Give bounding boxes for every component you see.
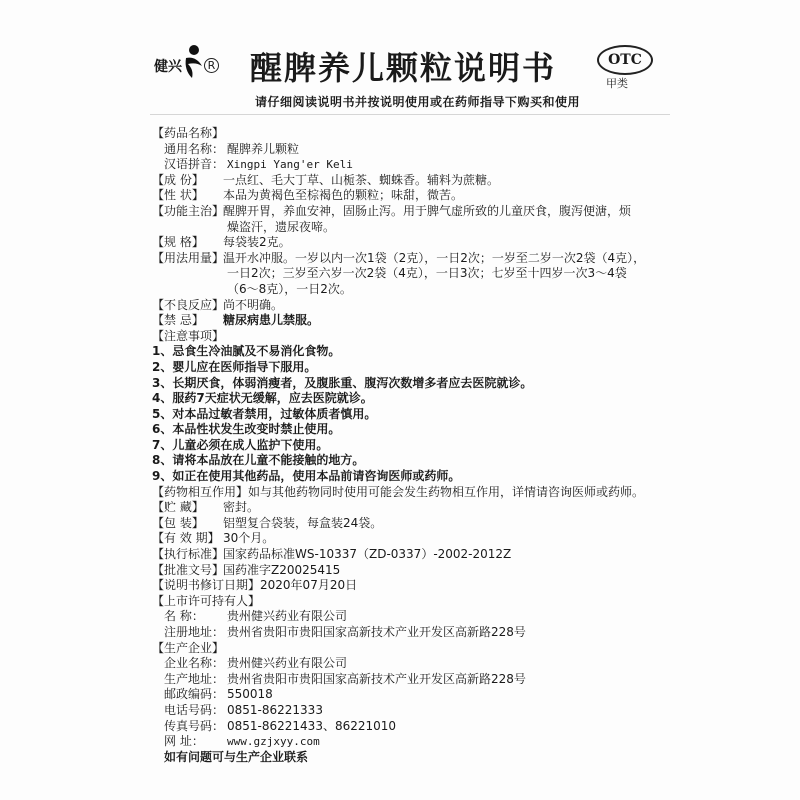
contact-note: 如有问题可与生产企业联系 [164, 749, 309, 764]
website-row: 网 址： www.gzjxyy.com [164, 734, 320, 749]
leaflet-body [152, 126, 672, 765]
notes-heading: 【注意事项】 [152, 328, 225, 343]
maker-addr-row: 生产地址： 贵州省贵阳市贵阳国家高新技术产业开发区高新路228号 [164, 671, 526, 686]
usage-row-cont-1: 一日2次；三岁至六岁一次2袋（4克），一日3次；七岁至十四岁一次3～4袋 [227, 266, 627, 281]
note-item: 4、服药7天症状无缓解，应去医院就诊。 [152, 391, 373, 406]
holder-name-row: 名 称： 贵州健兴药业有限公司 [164, 609, 348, 624]
phone-row: 电话号码： 0851-86221333 [164, 702, 323, 717]
note-item: 3、长期厌食，体弱消瘦者，及腹胀重、腹泻次数增多者应去医院就诊。 [152, 375, 533, 390]
leaflet-header [0, 0, 800, 120]
registered-mark: R [204, 58, 219, 73]
indications-row-cont: 燥盗汗，遗尿夜啼。 [227, 219, 336, 234]
properties-row: 【性 状】 本品为黄褐色至棕褐色的颗粒；味甜，微苦。 [152, 188, 464, 203]
holder-addr-row: 注册地址： 贵州省贵阳市贵阳国家高新技术产业开发区高新路228号 [164, 625, 526, 639]
otc-class: 甲类 [606, 77, 628, 90]
note-item: 6、本品性状发生改变时禁止使用。 [152, 422, 341, 437]
usage-row-cont-2: （6～8克），一日2次。 [227, 281, 352, 296]
note-item: 1、忌食生冷油腻及不易消化食物。 [152, 344, 341, 359]
usage-warning: 请仔细阅读说明书并按说明使用或在药师指导下购买和使用 [255, 95, 581, 109]
postcode-row: 邮政编码： 550018 [164, 687, 273, 702]
indications-row: 【功能主治】醒脾开胃，养血安神，固肠止泻。用于脾气虚所致的儿童厌食，腹泻便溏，烦 [152, 203, 632, 218]
note-item: 8、请将本品放在儿童不能接触的地方。 [152, 453, 365, 468]
storage-row: 【贮 藏】 密封。 [152, 500, 260, 515]
approval-row: 【批准文号】国药准字Z20025415 [152, 562, 341, 577]
common-name-row: 通用名称： 醒脾养儿颗粒 [164, 141, 300, 156]
otc-badge: OTC [597, 45, 653, 75]
holder-heading: 【上市许可持有人】 [152, 593, 261, 608]
revision-row: 【说明书修订日期】2020年07月20日 [152, 578, 358, 593]
package-row: 【包 装】 铝塑复合袋装，每盒装24袋。 [152, 515, 383, 530]
adverse-row: 【不良反应】尚不明确。 [152, 297, 284, 312]
drug-name-heading: 【药品名称】 [152, 126, 225, 140]
contra-row: 【禁 忌】 糖尿病患儿禁服。 [152, 313, 320, 328]
note-item: 5、对本品过敏者禁用，过敏体质者慎用。 [152, 406, 377, 421]
note-item: 9、如正在使用其他药品，使用本品前请咨询医师或药师。 [152, 469, 461, 484]
header-divider [150, 114, 670, 115]
interaction-row: 【药物相互作用】如与其他药物同时使用可能会发生药物相互作用，详情请咨询医师或药师。 [152, 484, 645, 499]
note-item: 2、婴儿应在医师指导下服用。 [152, 359, 317, 374]
fax-row: 传真号码： 0851-86221433、86221010 [164, 718, 397, 733]
validity-row: 【有 效 期】 30个月。 [152, 531, 275, 546]
maker-heading: 【生产企业】 [152, 640, 225, 655]
pinyin-row: 汉语拼音： Xingpi Yang'er Keli [164, 157, 353, 172]
brand-name: 健兴 [154, 59, 182, 75]
standard-row: 【执行标准】国家药品标准WS-10337（ZD-0337）-2002-2012Z [152, 547, 512, 562]
maker-name-row: 企业名称： 贵州健兴药业有限公司 [164, 656, 348, 671]
brand-logo [154, 40, 224, 92]
usage-row: 【用法用量】温开水冲服。一岁以内一次1袋（2克），一日2次；一岁至二岁一次2袋（4克）， [152, 250, 646, 265]
ingredients-row: 【成 份】 一点红、毛大丁草、山栀茶、蜘蛛香。辅料为蔗糖。 [152, 172, 500, 187]
brand-mark-icon [182, 40, 206, 80]
spec-row: 【规 格】 每袋装2克。 [152, 235, 291, 250]
document-title: 醒脾养儿颗粒说明书 [250, 49, 557, 87]
note-item: 7、儿童必须在成人监护下使用。 [152, 437, 329, 452]
